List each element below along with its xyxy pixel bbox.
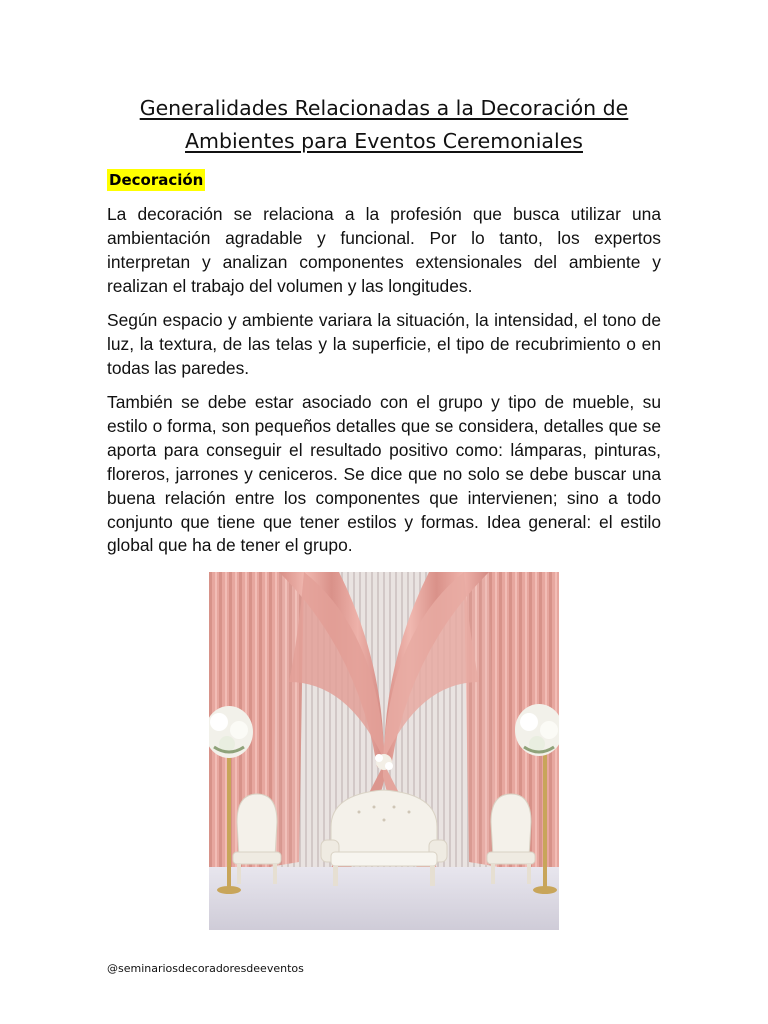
decoration-photo: [209, 572, 559, 930]
paragraph-1: La decoración se relaciona a la profesión que busca utilizar una ambientación agradable y funcional. Por lo tanto, los expertos interpretan y analizan componentes extensionales del ambiente y realizan el trabajo del volumen y las longitudes.: [107, 204, 661, 296]
paragraph-2: Según espacio y ambiente variara la situación, la intensidad, el tono de luz, la textura, de las telas y la superficie, el tipo de recubrimiento o en todas las paredes.: [107, 310, 661, 378]
title-line-1: Generalidades Relacionadas a la Decoración de: [139, 96, 629, 120]
title-line-2: Ambientes para Eventos Ceremoniales: [185, 129, 583, 153]
section-heading: Decoración: [109, 171, 204, 189]
paragraph-3: También se debe estar asociado con el grupo y tipo de mueble, su estilo o forma, son pequeños detalles que se considera, detalles que se aporta para conseguir el resultado positivo como: lámparas, pinturas, floreros, jarrones y ceniceros. Se dice que no solo se debe buscar una buena relación entre los componentes que intervienen; sino a todo conjunto que tiene que tener estilos y formas. Idea general: el estilo global que ha de tener el grupo.: [107, 392, 661, 556]
document-title: [108, 92, 660, 158]
footer-handle: @seminariosdecoradoresdeeventos: [107, 962, 304, 975]
